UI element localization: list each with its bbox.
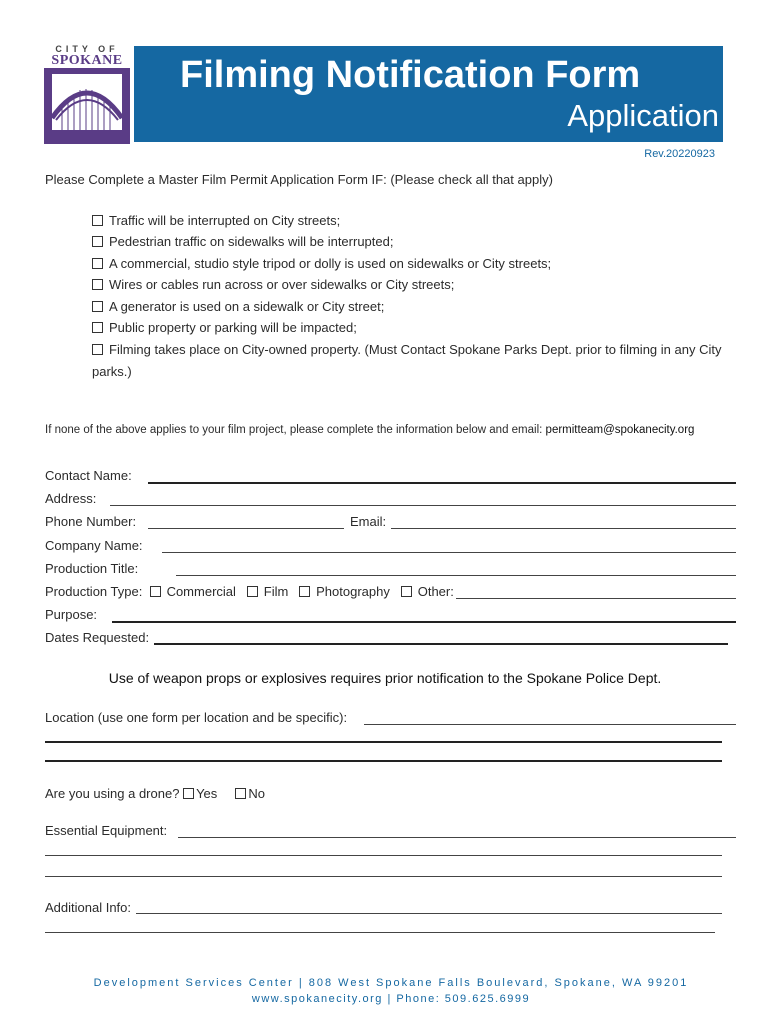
purpose-field[interactable]	[112, 621, 736, 623]
checklist-label: Wires or cables run across or over sidewalks or City streets;	[109, 277, 455, 292]
footer-phone: | Phone: 509.625.6999	[387, 993, 531, 1005]
logo-city-text: CITY OF	[55, 44, 119, 54]
drone-no-label: No	[248, 786, 265, 801]
additional-field-line[interactable]	[45, 932, 715, 933]
additional-label: Additional Info:	[45, 900, 132, 915]
checklist-item	[92, 320, 357, 335]
checklist-item	[92, 277, 454, 292]
additional-field[interactable]	[136, 913, 722, 914]
location-field-line[interactable]	[45, 741, 722, 743]
dates-label: Dates Requested:	[45, 630, 150, 645]
address-field[interactable]	[110, 505, 736, 506]
weapon-warning: Use of weapon props or explosives requires prior notification to the Spokane Police Dept.	[108, 670, 662, 686]
option-label: Commercial	[166, 584, 236, 599]
header-banner	[134, 46, 723, 142]
equipment-field[interactable]	[178, 837, 736, 838]
checklist-label: Traffic will be interrupted on City streets;	[109, 213, 341, 228]
logo-spokane-text: SPOKANE	[51, 53, 123, 68]
website-link[interactable]: www.spokanecity.org	[251, 993, 383, 1005]
checklist-item	[92, 256, 551, 271]
form-subtitle: Application	[567, 98, 719, 133]
footer-address: Development Services Center | 808 West Spokane Falls Boulevard, Spokane, WA 99201	[93, 977, 689, 989]
checkbox-photography[interactable]	[299, 586, 310, 597]
company-field[interactable]	[162, 552, 736, 553]
email-label: Email:	[350, 514, 387, 529]
checklist-item	[92, 299, 384, 314]
production-title-label: Production Title:	[45, 561, 139, 576]
drone-row	[45, 786, 265, 801]
revision-label: Rev.20220923	[644, 148, 715, 160]
checkbox[interactable]	[92, 236, 103, 247]
checklist-item	[92, 213, 340, 228]
checklist-label: A commercial, studio style tripod or dolly is used on sidewalks or City streets;	[109, 256, 552, 271]
location-field-line[interactable]	[45, 760, 722, 762]
location-label: Location (use one form per location and be specific):	[45, 710, 348, 725]
form-title: Filming Notification Form	[180, 54, 641, 96]
email-field[interactable]	[391, 528, 736, 529]
checkbox[interactable]	[92, 215, 103, 226]
checkbox-drone-yes[interactable]	[183, 788, 194, 799]
dates-field[interactable]	[154, 643, 728, 645]
email-link[interactable]: permitteam@spokanecity.org	[545, 424, 695, 436]
phone-field[interactable]	[148, 528, 344, 529]
checklist-label: A generator is used on a sidewalk or City street;	[109, 299, 385, 314]
address-label: Address:	[45, 491, 97, 506]
checkbox[interactable]	[92, 258, 103, 269]
checklist-item	[92, 342, 721, 357]
checkbox-commercial[interactable]	[150, 586, 161, 597]
checklist-item	[92, 234, 393, 249]
checklist-label: Filming takes place on City-owned property. (Must Contact Spokane Parks Dept. prior to filming in any City	[109, 342, 722, 357]
option-label: Other:	[417, 584, 454, 599]
checkbox[interactable]	[92, 279, 103, 290]
footer-contact	[0, 993, 770, 1005]
other-type-field[interactable]	[456, 598, 736, 599]
purpose-label: Purpose:	[45, 607, 98, 622]
none-applies-label: If none of the above applies to your film project, please complete the information below and email:	[45, 424, 543, 436]
equipment-field-line[interactable]	[45, 876, 722, 877]
phone-label: Phone Number:	[45, 514, 137, 529]
production-type-row	[45, 584, 454, 599]
checkbox-film[interactable]	[247, 586, 258, 597]
option-label: Photography	[316, 584, 390, 599]
checkbox[interactable]	[92, 301, 103, 312]
checkbox-other[interactable]	[401, 586, 412, 597]
checkbox-drone-no[interactable]	[235, 788, 246, 799]
checkbox[interactable]	[92, 344, 103, 355]
drone-yes-label: Yes	[196, 786, 218, 801]
equipment-label: Essential Equipment:	[45, 823, 168, 838]
company-label: Company Name:	[45, 538, 143, 553]
equipment-field-line[interactable]	[45, 855, 722, 856]
contact-name-label: Contact Name:	[45, 468, 132, 483]
contact-name-field[interactable]	[148, 482, 736, 484]
drone-question: Are you using a drone?	[45, 786, 180, 801]
production-type-label: Production Type:	[45, 584, 143, 599]
bridge-emblem-icon	[44, 68, 130, 144]
location-field[interactable]	[364, 724, 736, 725]
checkbox[interactable]	[92, 322, 103, 333]
production-title-field[interactable]	[176, 575, 736, 576]
none-applies-text	[45, 424, 694, 436]
checklist-label: Pedestrian traffic on sidewalks will be interrupted;	[109, 234, 394, 249]
option-label: Film	[263, 584, 289, 599]
city-logo	[44, 44, 130, 144]
checklist-item-continued: parks.)	[92, 364, 132, 379]
intro-text: Please Complete a Master Film Permit Application Form IF: (Please check all that apply)	[45, 172, 553, 187]
checklist-label: Public property or parking will be impacted;	[109, 320, 357, 335]
